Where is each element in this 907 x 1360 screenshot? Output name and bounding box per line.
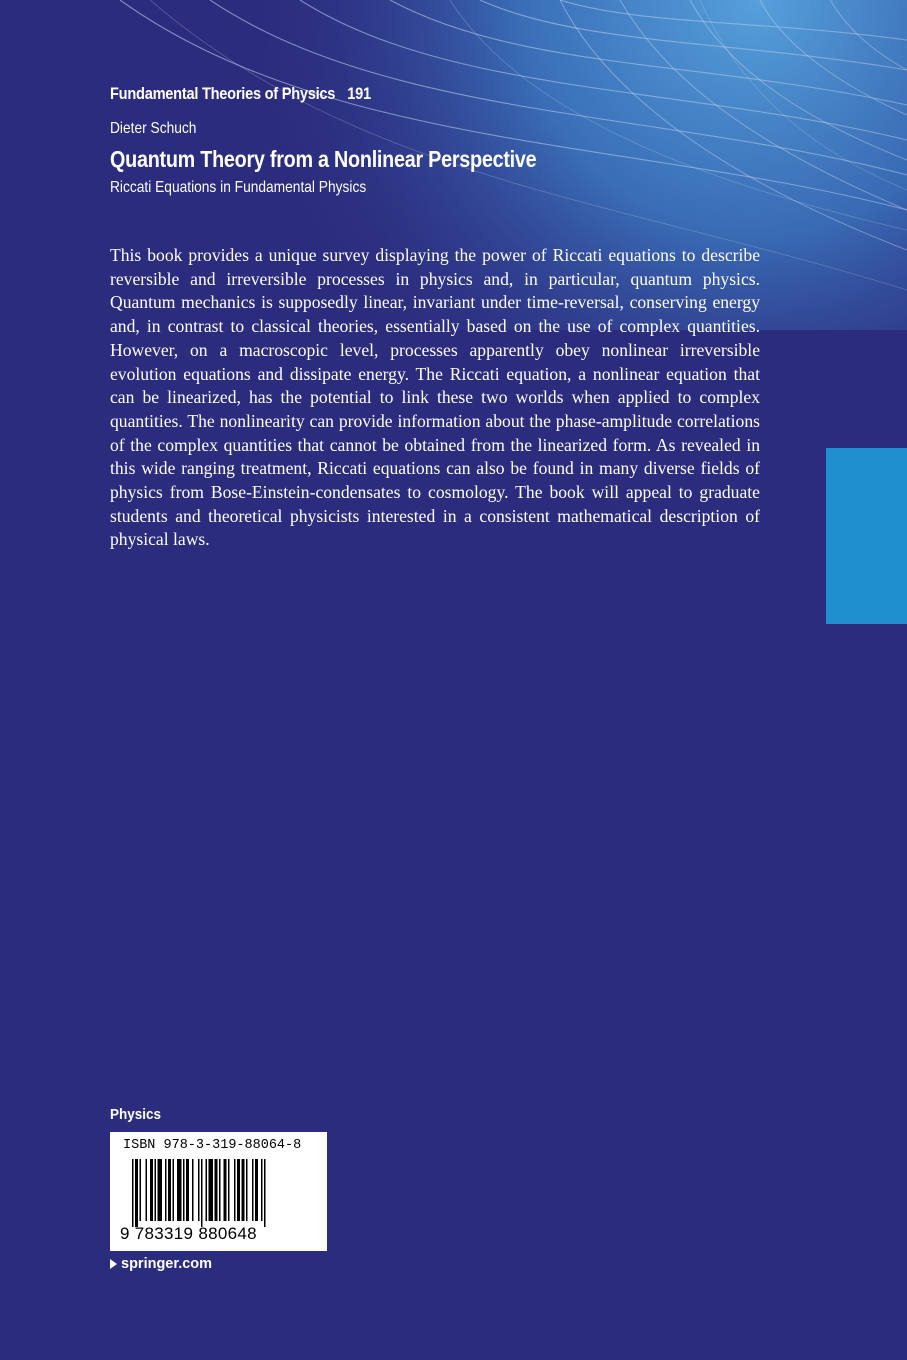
series-title xyxy=(110,84,371,104)
arrow-right-icon xyxy=(110,1259,117,1269)
barcode-bar xyxy=(255,1159,258,1221)
barcode-digits: 9 783319 880648 xyxy=(120,1224,257,1243)
barcode-bar xyxy=(132,1159,134,1227)
barcode-bar xyxy=(140,1159,142,1221)
barcode-bar xyxy=(224,1159,227,1221)
series-name: Fundamental Theories of Physics xyxy=(110,84,336,103)
barcode-bar xyxy=(242,1159,245,1221)
barcode-bar xyxy=(146,1159,148,1221)
barcode-bar xyxy=(186,1159,189,1221)
barcode-bar xyxy=(206,1159,208,1221)
subject-category: Physics xyxy=(110,1106,162,1123)
barcode-bar xyxy=(252,1159,254,1221)
barcode-bar xyxy=(246,1159,248,1221)
barcode-bar xyxy=(198,1159,200,1221)
barcode-bar xyxy=(177,1159,182,1221)
publisher-url: springer.com xyxy=(121,1256,213,1272)
accent-strip xyxy=(826,448,907,624)
author-name: Dieter Schuch xyxy=(110,120,197,137)
barcode-bar xyxy=(237,1159,240,1221)
barcode-bar xyxy=(234,1159,236,1221)
barcode-bar xyxy=(219,1159,221,1221)
book-description: This book provides a unique survey displaying the power of Riccati equations to describe reversible and irreversible processes in physics and, in particular, quantum physics. Quantum mechanics is supposedly linear, invariant under time-reversal, conserving energy and, in contrast to classical theories, essentially based on the use of complex quantities. However, on a macroscopic level, processes apparently obey nonlinear irreversible evolution equations and dissipate energy. The Riccati equation, a nonlinear equation that can be linearized, has the potential to link these two worlds when applied to complex quantities. The nonlinearity can provide information about the phase-amplitude correlations of the complex quantities that cannot be obtained from the linearized form. As revealed in this wide ranging treatment, Riccati equations can also be found in many diverse fields of physics from Bose-Einstein-condensates to cosmology. The book will appeal to graduate students and theoretical physicists interested in a consistent mathematical description of physical laws. xyxy=(110,245,760,550)
barcode-bar xyxy=(150,1159,153,1221)
barcode-bar xyxy=(165,1159,167,1221)
isbn-barcode xyxy=(110,1132,327,1251)
barcode-bar xyxy=(173,1159,175,1221)
barcode-bar xyxy=(158,1159,163,1221)
barcode-bar xyxy=(155,1159,157,1221)
barcode-bar xyxy=(228,1159,230,1221)
barcode-bar xyxy=(215,1159,218,1221)
barcode-bar xyxy=(192,1159,194,1221)
book-title: Quantum Theory from a Nonlinear Perspective xyxy=(110,146,537,172)
barcode-bar xyxy=(209,1159,214,1221)
barcode-bar xyxy=(201,1159,203,1227)
publisher-link[interactable] xyxy=(110,1256,212,1272)
barcode-bar xyxy=(264,1159,266,1227)
barcode-bar xyxy=(135,1159,138,1227)
barcode-bar xyxy=(183,1159,185,1221)
series-number: 191 xyxy=(347,84,371,103)
isbn-label: ISBN 978-3-319-88064-8 xyxy=(123,1138,302,1153)
barcode-bar xyxy=(261,1159,263,1221)
book-subtitle: Riccati Equations in Fundamental Physics xyxy=(110,179,367,196)
barcode-bar xyxy=(168,1159,171,1221)
